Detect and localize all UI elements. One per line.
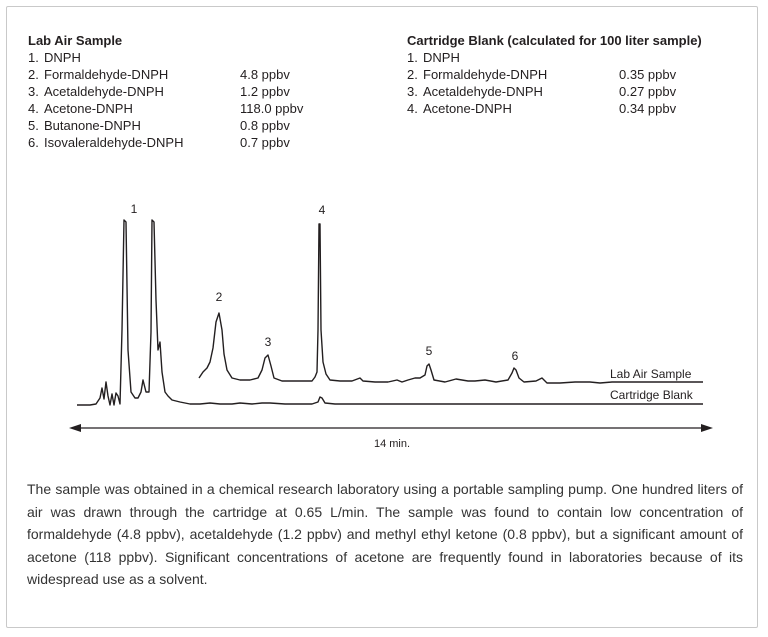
blank-legend-name: Acetaldehyde-DNPH (423, 84, 543, 99)
peak-label-2: 2 (215, 290, 223, 304)
lab-air-legend-value: 0.7 ppbv (240, 135, 290, 150)
lab-air-legend-name: DNPH (44, 50, 81, 65)
blank-legend-name: Formaldehyde-DNPH (423, 67, 548, 82)
lab-air-legend-value: 0.8 ppbv (240, 118, 290, 133)
time-axis-label: 14 min. (373, 438, 411, 450)
blank-legend-value: 0.27 ppbv (619, 84, 677, 99)
blank-legend-name: Acetone-DNPH (423, 101, 512, 116)
time-axis-right-arrow (701, 424, 713, 432)
lab-air-legend-num: 4. (28, 101, 39, 116)
blank-legend-value: 0.34 ppbv (619, 101, 677, 116)
figure-caption: The sample was obtained in a chemical research laboratory using a portable sampling pump. One hundred liters of air was drawn through the cartridge at 0.65 L/min. The sample was found to contain low concentration of formaldehyde (4.8 ppbv), acetaldehyde (1.2 ppbv) and methyl ethyl ketone (0.8 ppbv), but a significant amount of acetone (118 ppbv). Significant concentrations of acetone are frequently found in laboratories because of its widespread use as a solvent. (27, 481, 743, 587)
peak-label-5: 5 (425, 344, 433, 358)
lab-air-legend-name: Acetaldehyde-DNPH (44, 84, 164, 99)
lab-air-legend-num: 5. (28, 118, 39, 133)
lab-air-series-label: Lab Air Sample (610, 367, 692, 381)
lab-air-legend-name: Formaldehyde-DNPH (44, 67, 169, 82)
blank-legend-num: 1. (407, 50, 418, 65)
lab-air-legend-num: 3. (28, 84, 39, 99)
lab-air-legend-value: 4.8 ppbv (240, 67, 290, 82)
lab-air-trace (199, 224, 703, 383)
lab-air-legend-name: Acetone-DNPH (44, 101, 133, 116)
blank-legend-num: 3. (407, 84, 418, 99)
lab-air-legend-title: Lab Air Sample (28, 33, 123, 48)
cartridge-blank-series-label: Cartridge Blank (610, 388, 693, 402)
blank-legend-num: 4. (407, 101, 418, 116)
blank-legend-title: Cartridge Blank (calculated for 100 liter sample) (407, 33, 702, 48)
lab-air-legend-num: 2. (28, 67, 39, 82)
blank-legend-name: DNPH (423, 50, 460, 65)
blank-legend-value: 0.35 ppbv (619, 67, 677, 82)
peak-label-4: 4 (318, 203, 326, 217)
lab-air-legend-name: Butanone-DNPH (44, 118, 141, 133)
peak-label-1: 1 (130, 202, 138, 216)
lab-air-legend-num: 1. (28, 50, 39, 65)
blank-legend-num: 2. (407, 67, 418, 82)
time-axis-left-arrow (69, 424, 81, 432)
lab-air-legend-value: 118.0 ppbv (240, 101, 304, 116)
lab-air-legend-name: Isovaleraldehyde-DNPH (44, 135, 184, 150)
peak-label-3: 3 (264, 335, 272, 349)
peak-label-6: 6 (511, 349, 519, 363)
lab-air-legend-num: 6. (28, 135, 39, 150)
lab-air-legend-value: 1.2 ppbv (240, 84, 290, 99)
